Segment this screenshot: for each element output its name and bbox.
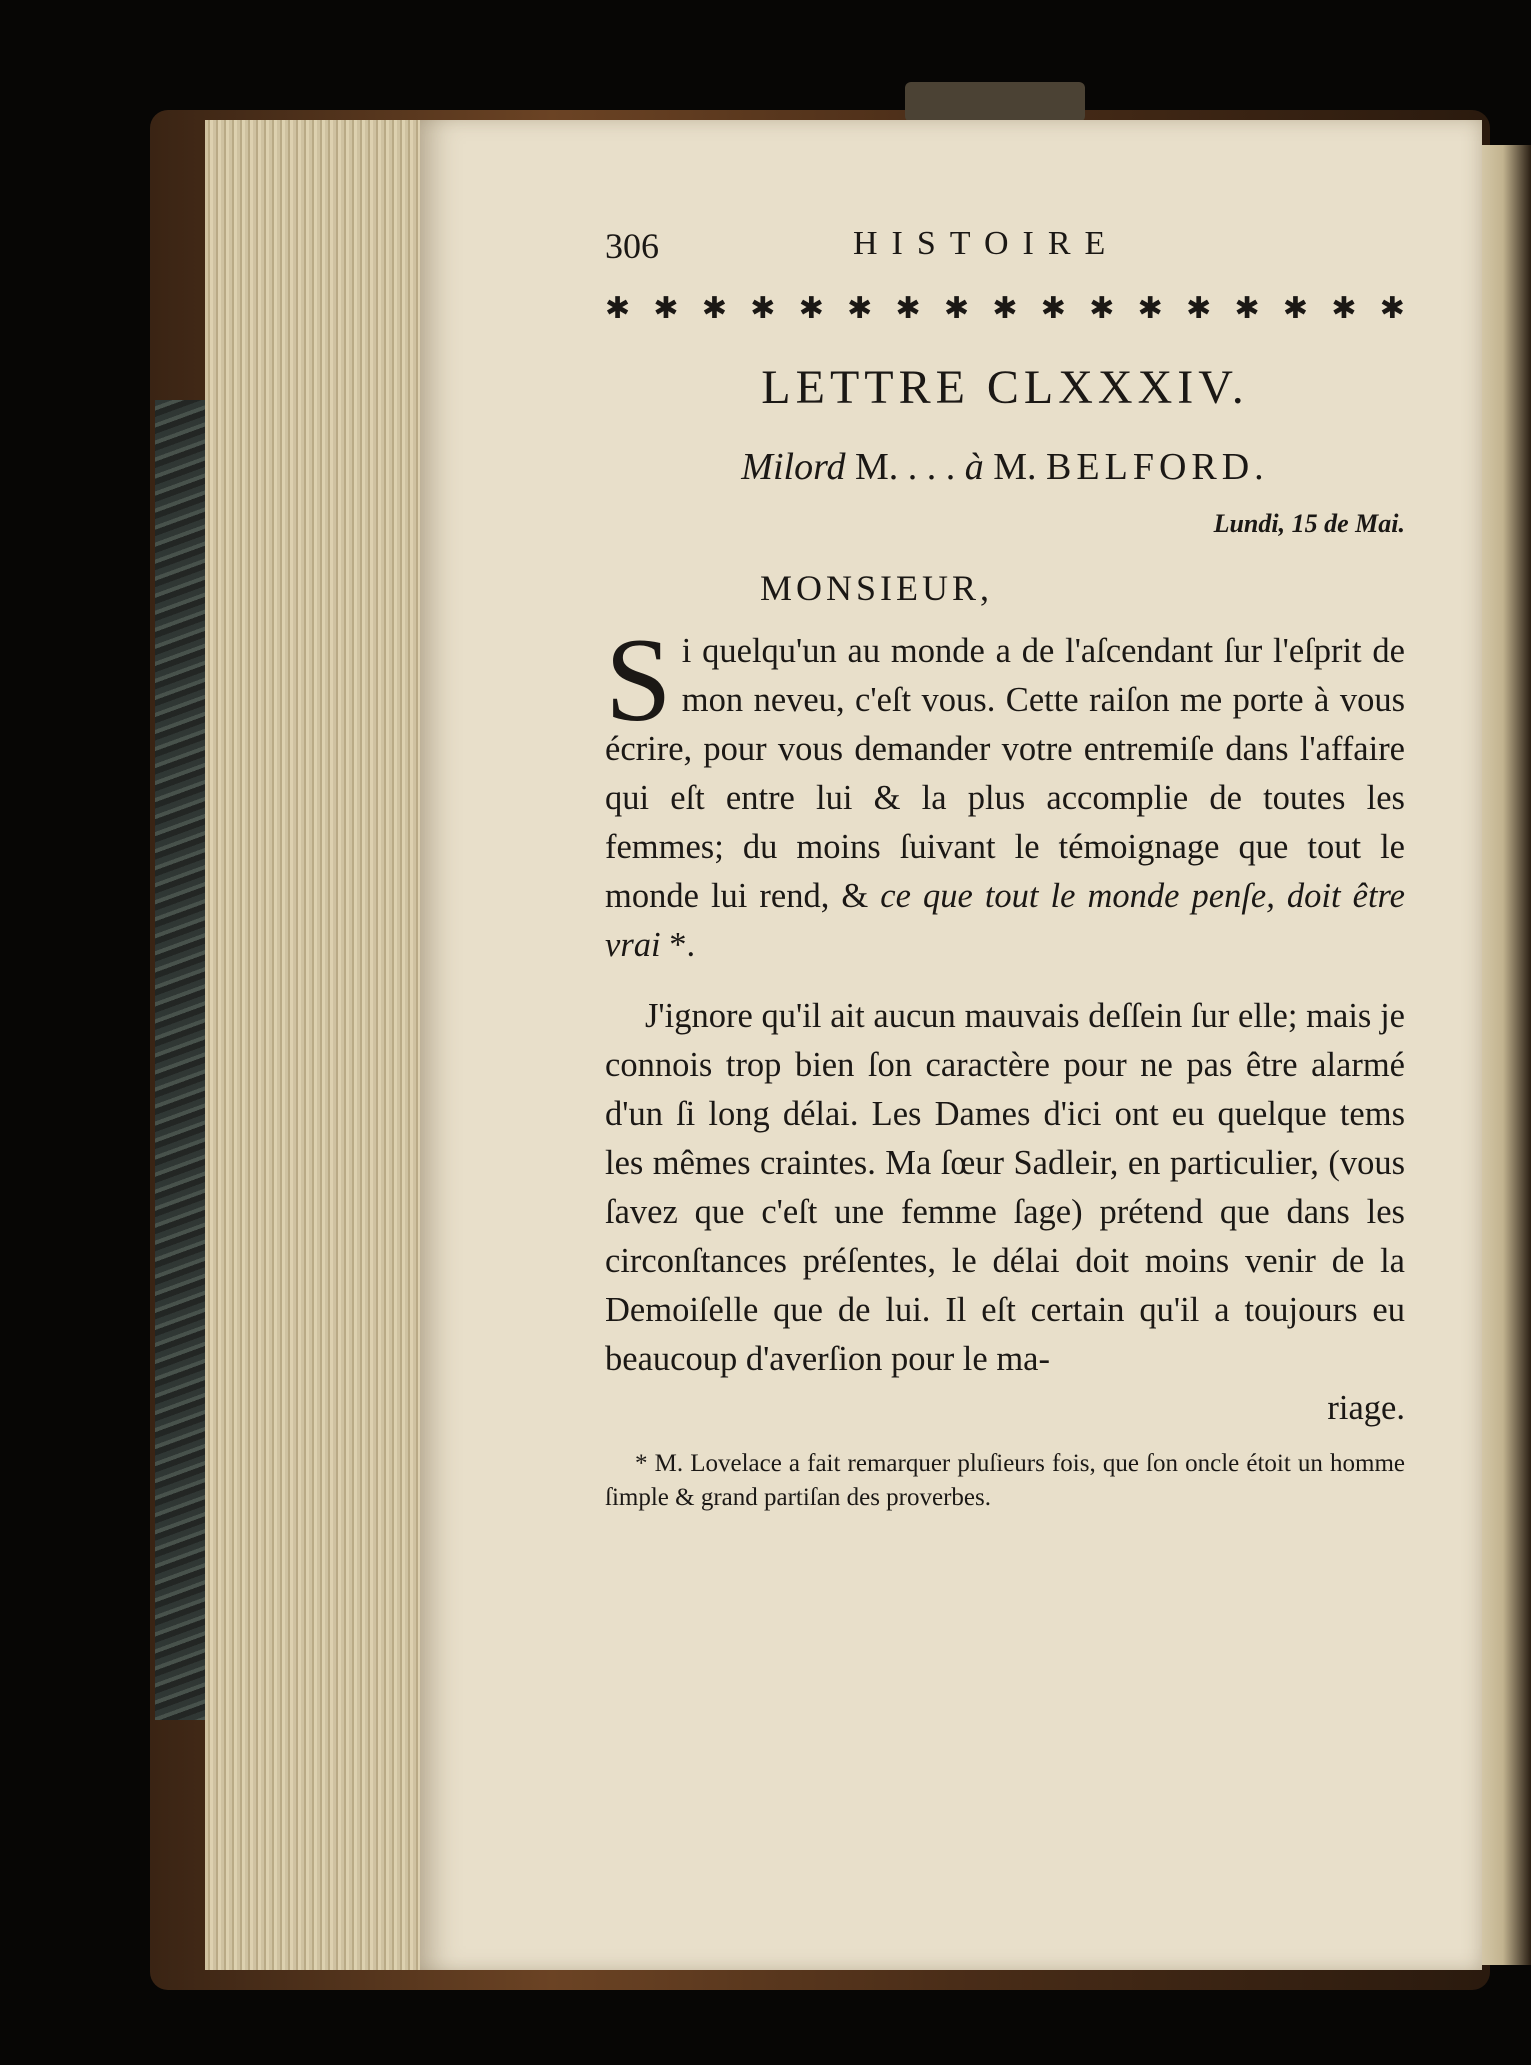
- star-ornament: ✱: [798, 292, 824, 325]
- star-ornament: ✱: [992, 292, 1018, 325]
- paragraph-1-text: i quelqu'un au monde a de l'aſcendant ſur l'eſprit de mon neveu, c'eſt vous. Cette raiſon me porte à vous écrire, pour vous demander votre entremiſe dans l'affaire qui eſt entre lui & la plus accomplie de toutes les femmes; du moins ſuivant le témoignage que tout le monde lui rend, &: [605, 632, 1405, 915]
- star-ornament: ✱: [847, 292, 873, 325]
- bookmark-tab: [905, 82, 1085, 122]
- ornament-row: [605, 289, 1405, 329]
- text-block: [605, 225, 1405, 1515]
- page-edges-left: [205, 120, 430, 1970]
- page-number: 306: [605, 226, 659, 266]
- star-ornament: ✱: [1089, 292, 1115, 325]
- page-edges-right: [1475, 145, 1531, 1965]
- header-title: HISTOIRE: [853, 225, 1120, 262]
- running-head: [605, 225, 1405, 277]
- star-ornament: ✱: [1331, 292, 1357, 325]
- salutation-line: [605, 443, 1405, 491]
- paragraph-1: [605, 613, 1405, 970]
- star-ornament: ✱: [1186, 292, 1212, 325]
- star-ornament: ✱: [1379, 292, 1405, 325]
- footnote-marker: *.: [669, 926, 696, 964]
- salutation-recipient: BELFORD.: [1046, 446, 1269, 488]
- catchword: riage.: [1327, 1389, 1405, 1427]
- salutation-name: M. . . .: [854, 446, 956, 488]
- star-ornament: ✱: [750, 292, 776, 325]
- dateline: Lundi, 15 de Mai.: [1213, 509, 1405, 538]
- star-ornament: ✱: [1282, 292, 1309, 325]
- letter-title: LETTRE CLXXXIV.: [761, 361, 1249, 414]
- salutation-from: Milord: [741, 446, 846, 488]
- paragraph-2: J'ignore qu'il ait aucun mauvais deſſein ſur elle; mais je connois trop bien ſon caractère pour ne pas être alarmé d'un ſi long délai. Les Dames d'ici ont eu quelque tems les mêmes craintes. Ma ſœur Sadleir, en particulier, (vous ſavez que c'eſt une femme ſage) prétend que dans les circonſtances préſentes, le délai doit moins venir de la Demoiſelle que de lui. Il eſt certain qu'il a toujours eu beaucoup d'averſion pour le ma-: [605, 997, 1405, 1378]
- star-ornament: ✱: [1137, 292, 1163, 325]
- star-ornament: ✱: [943, 292, 970, 325]
- greeting: MONSIEUR,: [760, 568, 994, 608]
- star-ornament: ✱: [701, 292, 727, 325]
- star-ornament: ✱: [653, 292, 679, 325]
- salutation-recipient-prefix: M.: [993, 446, 1037, 488]
- paragraph-1-proverb: ce que tout le monde penſe, doit être vrai: [605, 877, 1405, 964]
- star-ornament: ✱: [895, 292, 921, 325]
- salutation-to: à: [964, 446, 984, 488]
- star-ornament: ✱: [1234, 292, 1260, 325]
- marbled-spine: [155, 400, 210, 1720]
- star-ornament: ✱: [1040, 292, 1066, 325]
- drop-cap: S: [605, 613, 672, 746]
- star-ornament: ✱: [605, 292, 631, 325]
- footnote: * M. Lovelace a fait remarquer pluſieurs fois, que ſon oncle étoit un homme ſimple & grand partiſan des proverbes.: [605, 1450, 1405, 1511]
